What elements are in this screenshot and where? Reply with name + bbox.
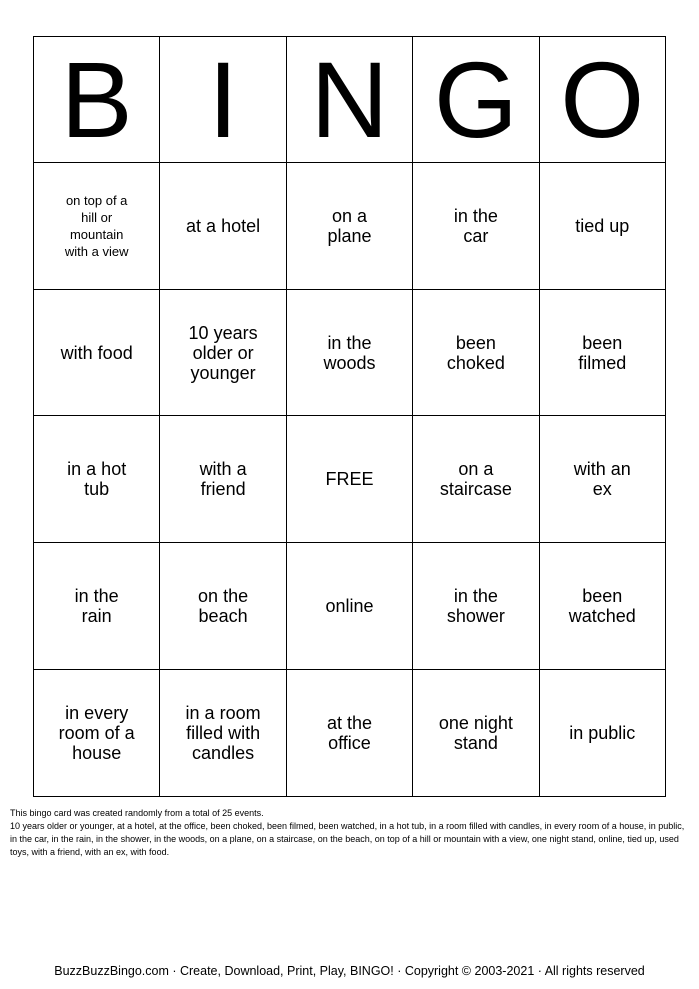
cell-text: at a hotel: [186, 216, 261, 236]
bingo-cell: [160, 416, 286, 543]
bingo-cell: [413, 163, 539, 290]
cell-text: with a friend: [199, 459, 247, 499]
bingo-cell: [413, 416, 539, 543]
cell-text: FREE: [325, 469, 374, 489]
cell-text: been choked: [446, 332, 505, 373]
page-footer: BuzzBuzzBingo.com · Create, Download, Print, Play, BINGO! · Copyright © 2003-2021 · All rights reserved: [54, 964, 645, 978]
bingo-cell: [160, 543, 286, 670]
cell-text: 10 years older or younger: [188, 322, 258, 383]
card-summary: This bingo card was created randomly from a total of 25 events.: [10, 808, 264, 818]
cell-text: in a hot tub: [67, 459, 127, 499]
bingo-cell: [539, 670, 665, 797]
bingo-cell: [539, 290, 665, 416]
bingo-cell: [160, 670, 286, 797]
cell-text: been filmed: [578, 332, 627, 373]
events-list: 10 years older or younger, at a hotel, at the office, been choked, been filmed, been watched, in a hot tub, in a room filled with candles, in every room of a house, in public, in the car, in the rain, in the shower, in the woods, on a plane, on a staircase, on the beach, on top of a hill or mountain with a view, one night stand, online, tied up, used toys, with a friend, with an ex, with food.: [10, 821, 685, 857]
cell-text: in a room filled with candles: [185, 703, 261, 763]
cell-text: on a staircase: [439, 459, 512, 499]
bingo-cell: [286, 163, 412, 290]
cell-text: in the rain: [74, 586, 119, 626]
bingo-card: [33, 36, 666, 797]
bingo-header-row: [34, 37, 666, 163]
cell-text: in the car: [453, 206, 498, 246]
header-letter-g: G: [413, 37, 539, 163]
bingo-cell: [413, 290, 539, 416]
cell-text: online: [325, 596, 374, 616]
bingo-cell: [539, 416, 665, 543]
bingo-cell: [34, 290, 160, 416]
bingo-cell: [34, 163, 160, 290]
bingo-cell: [34, 543, 160, 670]
cell-text: been watched: [568, 586, 636, 626]
header-letter-i: I: [160, 37, 286, 163]
bingo-cell: [286, 290, 412, 416]
bingo-cell: [286, 543, 412, 670]
cell-text: in the woods: [323, 332, 376, 373]
bingo-cell: [160, 163, 286, 290]
bingo-cell: [286, 670, 412, 797]
header-letter-o: O: [539, 37, 665, 163]
bingo-row: [34, 163, 666, 290]
bingo-cell: [413, 543, 539, 670]
cell-text: with an ex: [573, 459, 631, 499]
bingo-cell: [413, 670, 539, 797]
free-space: [286, 416, 412, 543]
bingo-cell: [160, 290, 286, 416]
bingo-row: [34, 543, 666, 670]
bingo-cell: [34, 670, 160, 797]
bingo-row: [34, 290, 666, 416]
bingo-row: [34, 670, 666, 797]
header-letter-n: N: [286, 37, 412, 163]
bingo-row: [34, 416, 666, 543]
cell-text: in every room of a house: [58, 703, 135, 763]
cell-text: with food: [60, 342, 133, 363]
cell-text: on a plane: [327, 206, 372, 246]
cell-text: in the shower: [446, 586, 505, 626]
cell-text: one night stand: [438, 713, 513, 753]
bingo-cell: [34, 416, 160, 543]
cell-text: in public: [569, 723, 636, 743]
cell-text: on the beach: [198, 586, 249, 626]
header-letter-b: B: [34, 37, 160, 163]
bingo-cell: [539, 163, 665, 290]
bingo-cell: [539, 543, 665, 670]
cell-text: at the office: [326, 713, 372, 753]
cell-text: on top of a hill or mountain with a view: [64, 193, 129, 259]
cell-text: tied up: [575, 216, 630, 236]
card-info: [10, 807, 690, 859]
